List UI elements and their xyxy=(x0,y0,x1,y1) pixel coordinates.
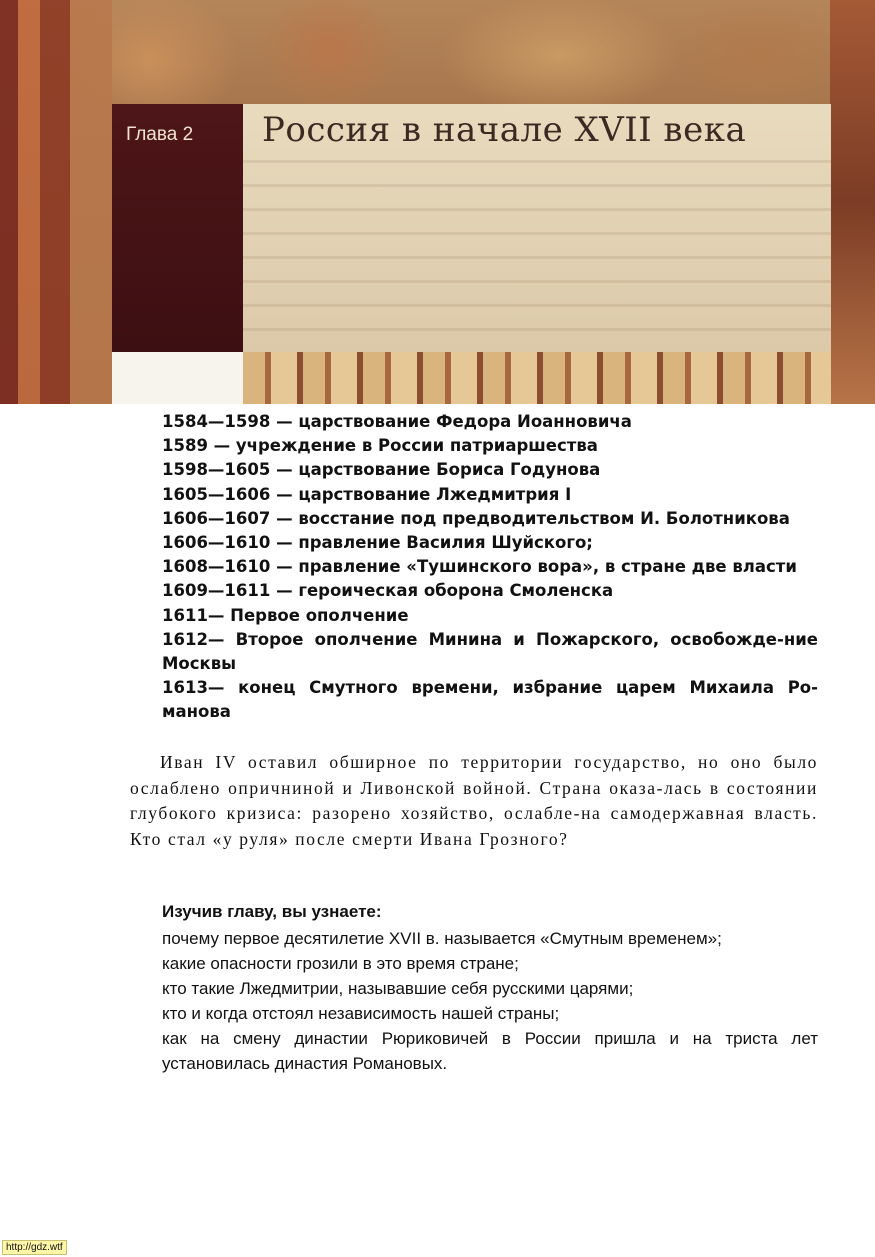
date-item: 1606—1607 — восстание под предводительством И. Болотникова xyxy=(162,508,790,528)
fresco-illustration-left xyxy=(0,0,112,404)
date-item: 1598—1605 — царствование Бориса Годунова xyxy=(162,460,601,480)
date-item: 1605—1606 — царствование Лжедмитрия I xyxy=(162,484,572,504)
chapter-label: Глава 2 xyxy=(126,124,194,145)
faded-text-background xyxy=(243,160,831,350)
learn-item: кто и когда отстоял независимость нашей страны; xyxy=(162,1004,560,1023)
learn-item: какие опасности грозили в это время стране; xyxy=(162,954,519,973)
key-dates-list xyxy=(162,410,818,725)
intro-paragraph: Иван IV оставил обширное по территории государство, но оно было ослаблено опричниной и Ливонской войной. Страна оказа-лась в состоянии глубокого кризиса: разорено хозяйство, ослабле-на самодержавная власть. Кто стал «у руля» после смерти Ивана Грозного? xyxy=(130,752,818,849)
learn-item: как на смену династии Рюриковичей в России пришла и на триста лет установилась династия Романовых. xyxy=(162,1029,818,1073)
learn-item: почему первое десятилетие XVII в. называется «Смутным временем»; xyxy=(162,929,722,948)
date-item: 1584—1598 — царствование Федора Иоанновича xyxy=(162,412,632,431)
fresco-illustration-right xyxy=(830,0,875,404)
date-item: 1612— Второе ополчение Минина и Пожарского, освобожде-ние Москвы xyxy=(162,629,818,674)
learn-list xyxy=(162,926,818,1076)
date-item: 1609—1611 — героическая оборона Смоленска xyxy=(162,581,614,601)
banner-strip-white xyxy=(112,352,243,404)
watermark-link[interactable]: http://gdz.wtf xyxy=(2,1240,67,1255)
fresco-buildings-strip xyxy=(243,352,831,404)
date-item: 1589 — учреждение в России патриаршества xyxy=(162,436,598,456)
chapter-banner xyxy=(0,0,875,404)
date-item: 1608—1610 — правление «Тушинского вора», в стране две власти xyxy=(162,557,797,577)
learn-heading: Изучив главу, вы узнаете: xyxy=(162,902,382,921)
date-item: 1611— Первое ополчение xyxy=(162,605,409,625)
chapter-title: Россия в начале XVII века xyxy=(262,110,747,150)
date-item: 1613— конец Смутного времени, избрание царем Михаила Ро-манова xyxy=(162,678,818,722)
date-item: 1606—1610 — правление Василия Шуйского; xyxy=(162,533,593,553)
learn-item: кто такие Лжедмитрии, называвшие себя русскими царями; xyxy=(162,979,634,998)
